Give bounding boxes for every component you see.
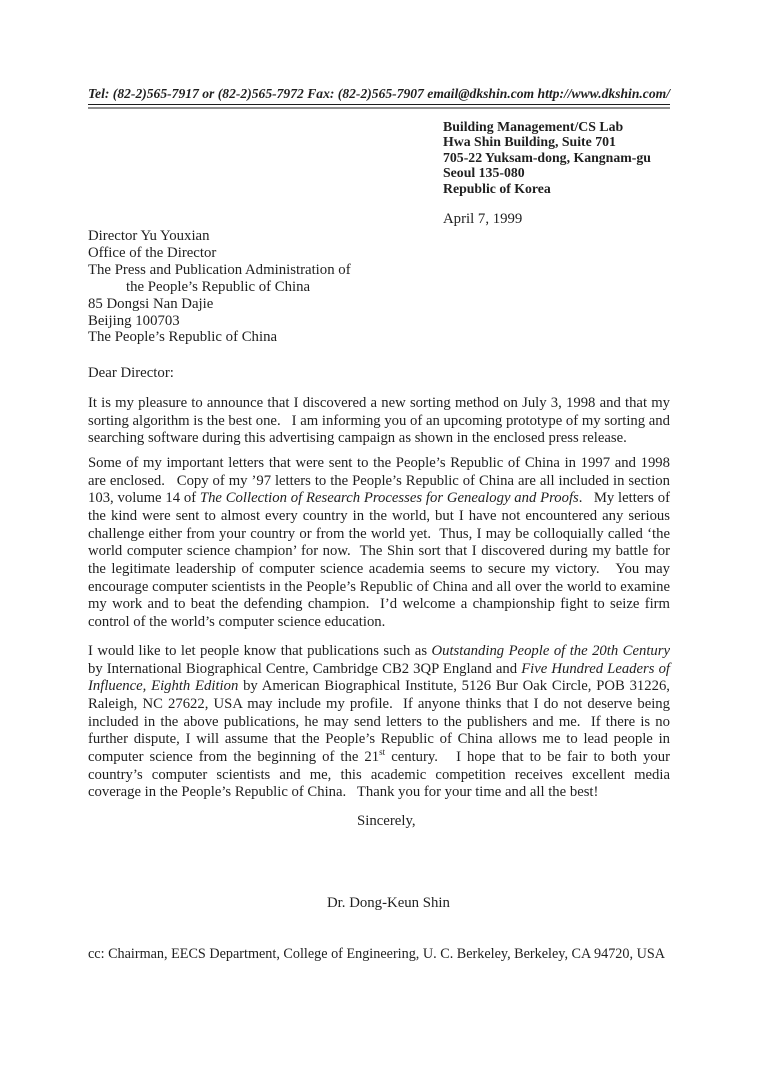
sender-address-block — [443, 119, 651, 196]
sender-address-line: Seoul 135-080 — [443, 165, 525, 181]
recipient-line: Director Yu Youxian — [88, 228, 210, 244]
telephone-numbers: Tel: (82-2)565-7917 or (82-2)565-7972 — [88, 86, 304, 101]
email-address: email@dkshin.com — [427, 86, 535, 101]
sender-address-line: Building Management/CS Lab — [443, 119, 624, 134]
body-paragraph-3: I would like to let people know that publications such as Outstanding People of the 20th Century by International Biographical Centre, Cambridge CB2 3QP England and Five Hundred Leaders of Influence, Eighth Edition by American Biographical Institute, 5126 Bur Oak Circle, POB 31226, Raleigh, NC 27622, USA may include my profile. If anyone thinks that I do not deserve being included in the above publications, he may send letters to the publishers and me. If there is no further dispute, I will assume that the People’s Republic of China allows me to lead people in computer science from the beginning of the 21st century. I hope that to be fair to both your country’s computer scientists and me, this academic competition receives excellent media coverage in the People’s Republic of China. Thank you for your time and all the best! — [88, 643, 670, 801]
recipient-line: Office of the Director — [88, 244, 217, 261]
letter-date: April 7, 1999 — [443, 211, 523, 227]
recipient-line: 85 Dongsi Nan Dajie — [88, 295, 214, 312]
website-url: http://www.dkshin.com/ — [537, 86, 670, 101]
valediction: Sincerely, — [357, 813, 416, 829]
header-rule — [88, 107, 670, 109]
recipient-line: The People’s Republic of China — [88, 329, 278, 346]
recipient-line: The Press and Publication Administration of — [88, 261, 351, 278]
recipient-address-block — [88, 228, 351, 346]
sender-address-line: 705-22 Yuksam-dong, Kangnam-gu — [443, 149, 651, 165]
cc-line: cc: Chairman, EECS Department, College of Engineering, U. C. Berkeley, Berkeley, CA 94720, USA — [88, 946, 665, 962]
fax-number: Fax: (82-2)565-7907 — [307, 86, 424, 101]
sender-address-line: Hwa Shin Building, Suite 701 — [443, 134, 616, 150]
signatory-name: Dr. Dong-Keun Shin — [327, 895, 450, 911]
body-paragraph-1: It is my pleasure to announce that I discovered a new sorting method on July 3, 1998 and that my sorting algorithm is the best one. I am informing you of an upcoming prototype of my sorting and searching software during this advertising campaign as shown in the enclosed press release. — [88, 395, 670, 447]
contact-row — [88, 86, 670, 105]
salutation: Dear Director: — [88, 365, 174, 381]
recipient-line: the People’s Republic of China — [126, 278, 311, 295]
contact-header — [88, 86, 670, 109]
body-paragraph-2: Some of my important letters that were sent to the People’s Republic of China in 1997 and 1998 are enclosed. Copy of my ’97 letters to the People’s Republic of China are all included in section 103, volume 14 of The Collection of Research Processes for Genealogy and Proofs. My letters of the kind were sent to almost every country in the world, but I have not encountered any serious challenge either from your country or from the world yet. Thus, I may be colloquially called ‘the world computer science champion’ for now. The Shin sort that I discovered during my battle for the legitimate leadership of computer science academia seems to secure my victory. You may encourage computer scientists in the People’s Republic of China and all over the world to examine my work and to beat the defending champion. I’d welcome a championship fight to seize firm control of the world’s computer science education. — [88, 455, 670, 630]
recipient-line: Beijing 100703 — [88, 312, 180, 329]
sender-address-line: Republic of Korea — [443, 180, 551, 196]
